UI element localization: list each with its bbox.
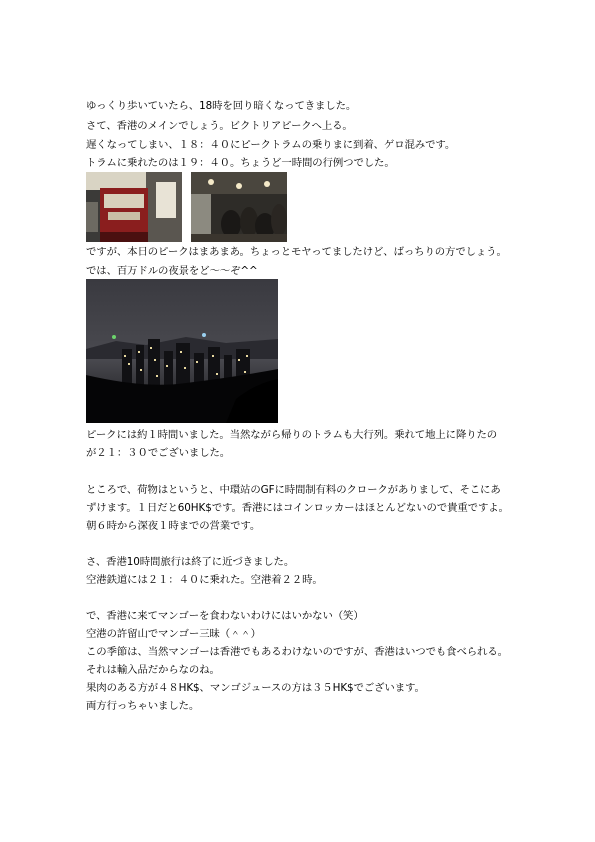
text-line: ずけます。１日だと60HK$です。香港にはコインロッカーはほとんどないので貴重ですよ。 bbox=[86, 502, 509, 514]
text-line: さて、香港のメインでしょう。ビクトリアピークへ上る。 bbox=[86, 120, 353, 132]
text-line: が２１：３０でございました。 bbox=[86, 447, 231, 459]
text-line: この季節は、当然マンゴーは香港でもあるわけないのですが、香港はいつでも食べられる。 bbox=[86, 646, 508, 658]
text-line: 遅くなってしまい、１８：４０にピークトラムの乗りまに到着、ゲロ混みです。 bbox=[86, 139, 456, 151]
text-line: 果肉のある方が４８HK$、マンゴジュースの方は３５HK$でございます。 bbox=[86, 682, 425, 694]
queue-photo bbox=[191, 172, 287, 242]
text-line: 空港の許留山でマンゴー三昧（＾＾） bbox=[86, 628, 261, 640]
peak-tram-photo bbox=[86, 172, 182, 242]
text-line: で、香港に来てマンゴーを食わないわけにはいかない（笑） bbox=[86, 610, 364, 622]
text-line: 両方行っちゃいました。 bbox=[86, 700, 200, 712]
text-line: ところで、荷物はというと、中環站のGFに時間制有料のクロークがありまして、そこにあ bbox=[86, 484, 501, 496]
text-line: ゆっくり歩いていたら、18時を回り暗くなってきました。 bbox=[86, 100, 357, 112]
text-line: 空港鉄道には２１：４０に乗れた。空港着２２時。 bbox=[86, 574, 323, 586]
text-line: ピークには約１時間いました。当然ながら帰りのトラムも大行列。乗れて地上に降りたの bbox=[86, 429, 498, 441]
text-line: それは輸入品だからなのね。 bbox=[86, 664, 220, 676]
text-line: では、百万ドルの夜景をど～～ぞ^^ bbox=[86, 265, 258, 277]
text-line: トラムに乗れたのは１９：４０。ちょうど一時間の行例つでした。 bbox=[86, 157, 395, 169]
text-line: さ、香港10時間旅行は終了に近づきました。 bbox=[86, 556, 295, 568]
text-line: ですが、本日のピークはまあまあ。ちょっとモヤってましたけど、ばっちりの方でしょう。 bbox=[86, 246, 507, 258]
text-line: 朝６時から深夜１時までの営業です。 bbox=[86, 520, 261, 532]
night-view-photo bbox=[86, 279, 278, 423]
